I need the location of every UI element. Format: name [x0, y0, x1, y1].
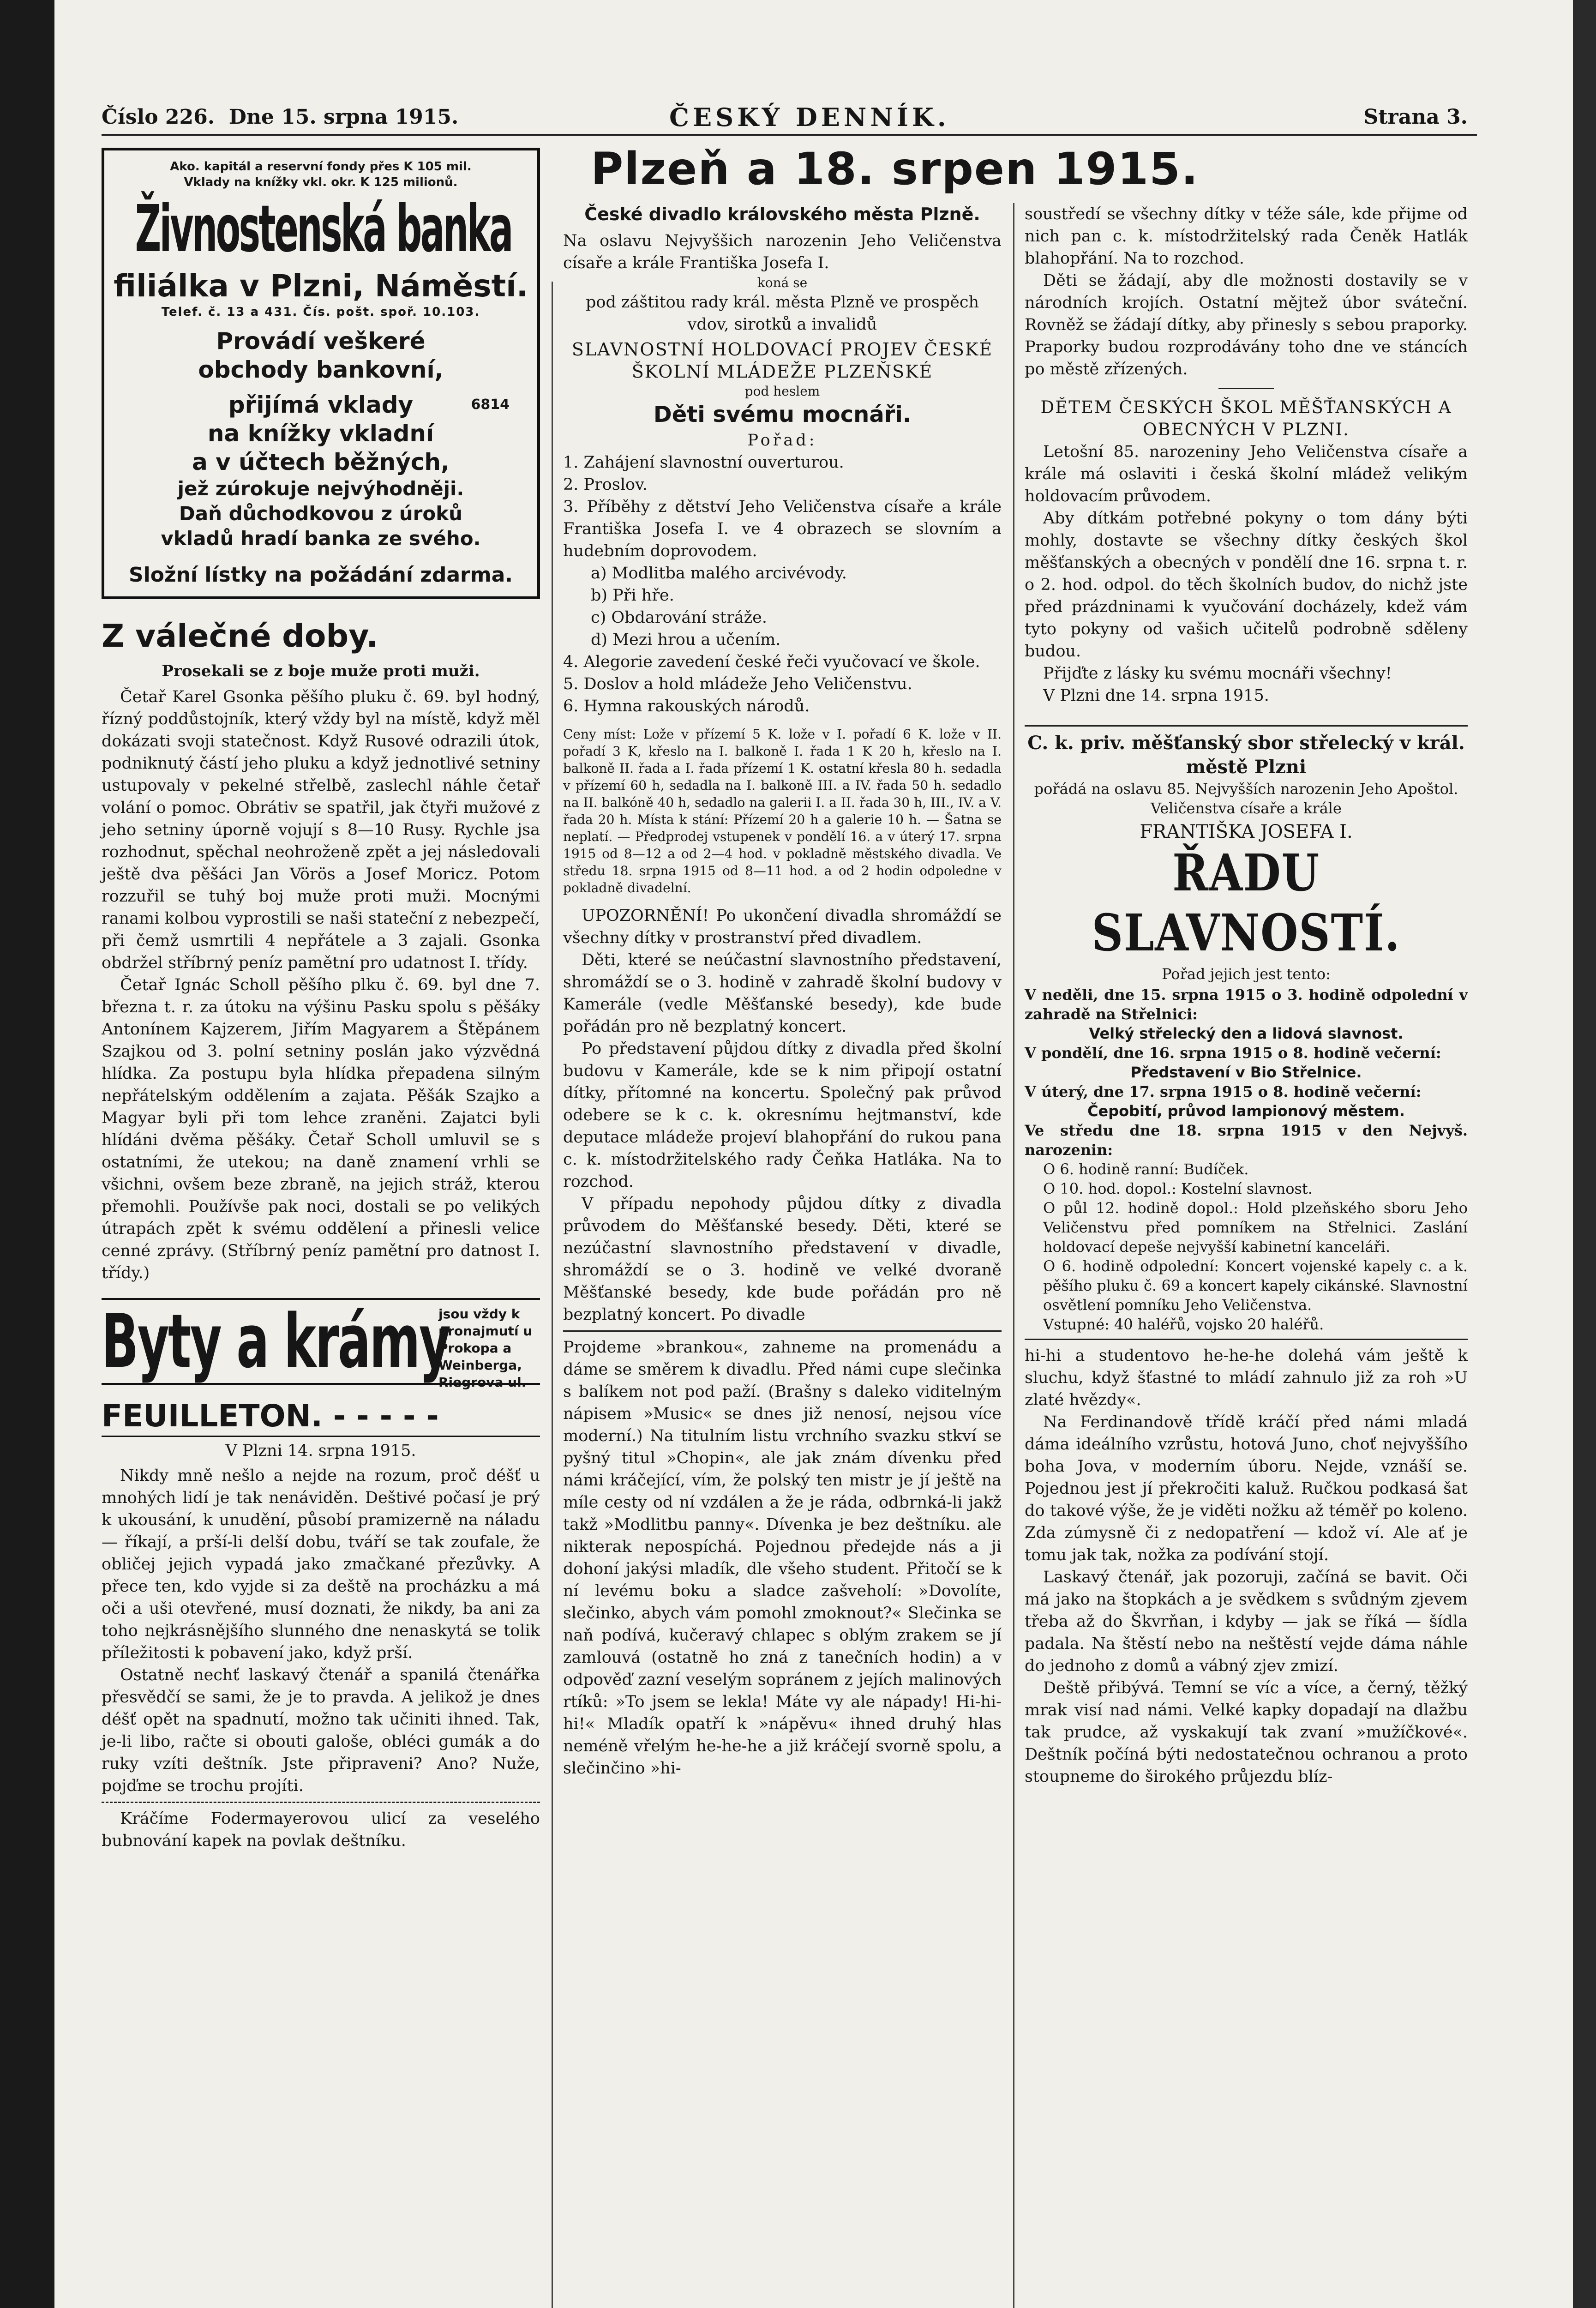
theatre-event: SLAVNOSTNÍ HOLDOVACÍ PROJEV ČESKÉ ŠKOLNÍ MLÁDEŽE PLZEŇSKÉ [571, 339, 993, 382]
article-paragraph: Děti se žádají, aby dle možnosti dostavily se v národních krojích. Ostatní mějtež úbor sváteční. Rovněž se žádají dítky, aby přinesly s sebou praporky. Praporky budou rozprodávány toho dne ve stáncích po městě zřízených. [1025, 271, 1468, 379]
event-name: Čepobití, průvod lampionový městem. [1087, 1102, 1405, 1120]
article-paragraph: soustředí se všechny dítky v téže sále, kde přijme od nich pan c. k. místodržitelský rada Čeněk Hatlák blahopřání. Na to rozchod. [1025, 205, 1468, 268]
event-item: O 6. hodině ranní: Budíček. [1043, 1160, 1249, 1178]
article-paragraph: Po představení půjdou dítky z divadla před školní budovu v Kamerále, kde se k nim připojí ostatní dítky, přítomné na koncertu. Společný pak průvod odebere se k c. k. okresnímu hejtmanství, kde deputace mládeže projeví blahopřání do rukou pana c. k. místodržitelského rady Čeňka Hatláka. Na to rozchod. [563, 1040, 1002, 1191]
byty-headline: Byty a krámy [102, 1298, 450, 1384]
bank-deposits: Vklady na knížky vkl. okr. K 125 milionů. [184, 175, 458, 189]
war-subtitle: Prosekali se z boje muže proti muži. [162, 662, 480, 680]
event-name: Představení v Bio Střelnice. [1130, 1064, 1362, 1081]
bank-line: jež zúrokuje nejvýhodněji. [177, 477, 464, 500]
article-paragraph: Přijďte z lásky ku svému mocnáři všechny! [1043, 664, 1392, 683]
article-paragraph: Četař Karel Gsonka pěšího pluku č. 69. byl hodný, řízný poddůstojník, který vždy byl na místě, když měl dokázati svoji statečnost. Když Rusové odrazili útok, podniknutý částí jeho pluku a když jednotlivé setniny ustupovaly v pekelné střelbě, zaslechl náhle četař volání o pomoc. Obrátiv se spatřil, jak čtyři mužové z jeho setniny úporně vojují s 8—10 Rusy. Rychle jsa rozhodnut, spěchal neohroženě zpět a jej následovali ještě dva pěšáci Jan Vörös a Josef Moricz. Potom rozzuřil se tuhý boj muže proti muži. Mocnými ranami kolbou vyprostili se naši stateční z nebezpečí, při čemž usmrtili 4 nepřátele a 3 zajali. Gsonka obdržel stříbrný peníz pamětní pro udatnost I. třídy. [102, 688, 540, 972]
programme-item: 6. Hymna rakouských národů. [563, 697, 810, 715]
column-middle [563, 203, 1002, 1779]
issue-date: Číslo 226. Dne 15. srpna 1915. [102, 105, 459, 129]
notice-paragraph: UPOZORNĚNÍ! Po ukončení divadla shromáždí se všechny dítky v prostranství před divadlem. [563, 907, 1002, 947]
divider [1218, 388, 1274, 389]
corps-subheading: pořádá na oslavu 85. Nejvyšších narozenin Jeho Apoštol. Veličenstva císaře a krále [1034, 780, 1458, 817]
article-paragraph: V případu nepohody půjdou dítky z divadla průvodem do Měšťanské besedy. Děti, které se nezúčastní slavnostního představení v divadle, shromáždí se o 3. hodině ve velké dvoraně Měšťanské besedy, kde bude pořádán pro ně bezplatný koncert. Po divadle [563, 1195, 1002, 1324]
article-paragraph: V Plzni dne 14. srpna 1915. [1043, 686, 1269, 705]
programme-item: 3. Příběhy z dětství Jeho Veličenstva císaře a krále Františka Josefa I. ve 4 obrazech se slovním a hudebním doprovodem. [563, 498, 1002, 560]
article-paragraph: Četař Ignác Scholl pěšího plku č. 69. byl dne 7. března t. r. za útoku na výšinu Pasku spolu s pěšáky Antonínem Kajzerem, Jiřím Magyarem a Štěpánem Szajkou od 3. polní setniny poslán jako výzvědná hlídka. Za postupu byla hlídka přepadena silným nepřátelským oddělením a zajata. Pěšák Szajko a Magyar byli při tom lehce zraněni. Zajatci byli hlídáni dvěma pěšáky. Četař Scholl umluvil se s ostatními, že utekou; na daně znamení vrhli se všichni, ovšem beze zbraně, na jejich stráž, kterou přemohli. Používše pak noci, dostali se po velikých útrapách zpět k svému oddělení a přinesli velice cenné zprávy. (Stříbrný peníz pamětní pro datnost I. třídy.) [102, 976, 540, 1282]
main-headline: Plzeň a 18. srpen 1915. [591, 143, 1199, 195]
feuilleton-continuation: Na Ferdinandově třídě kráčí před námi mladá dáma ideálního vzrůstu, hotová Juno, choť nejvyššího boha Jova, v moderním úboru. Nejde, vznáší se. Pojednou jest jí překročiti kaluž. Ručkou podkasá šat do takové výše, že je viděti nožku až téměř po koleno. Zda zúmysně či z nedopatření — kdož ví. Ale ať je tomu jak tak, nožka za podívání stojí. [1025, 1413, 1468, 1564]
article-paragraph: Děti, které se neúčastní slavnostního představení, shromáždí se o 3. hodině v zahradě školní budovy v Kamerále (vedle Měšťanské besedy), kde bude pořádán pro ně bezplatný koncert. [563, 951, 1002, 1036]
scan-dark-edge-right [1573, 0, 1596, 2308]
theatre-heslem: pod heslem [744, 384, 820, 399]
programme-subitem: a) Modlitba malého arcivévody. [591, 564, 847, 583]
ad-code: 6814 [471, 397, 510, 413]
war-section-title: Z válečné doby. [102, 618, 378, 655]
programme-item: 2. Proslov. [563, 475, 648, 494]
programme-item: 4. Alegorie zavedení české řeči vyučovací ve škole. [563, 653, 980, 671]
article-paragraph: Nikdy mně nešlo a nejde na rozum, proč déšť u mnohých lidí je tak nenáviděn. Deštivé počasí je prý k ukousání, k unudění, působí pramizerně na náladu — říkají, a prší-li delší dobu, tváří se tak zoufale, že obličej jejich vypadá jako zmačkané přezůvky. A přece ten, kdo vyjde si za deště na procházku a má oči a uši otevřené, musí doznati, že nikdy, ba ani za toho nejkrásnějšího slunného dne nenaskytá se tolik příležitosti k pobavení jako, když prší. [102, 1467, 540, 1662]
column-rule [1013, 203, 1014, 2308]
event-time: V pondělí, dne 16. srpna 1915 o 8. hodině večerní: [1025, 1044, 1441, 1062]
event-list [1025, 985, 1468, 1334]
corps-heading: C. k. priv. měšťanský sbor střelecký v král. městě Plzni [1027, 732, 1465, 778]
programme-subitem: c) Obdarování stráže. [591, 608, 767, 627]
column-right [1025, 203, 1468, 1788]
ticket-prices: Ceny míst: Lože v přízemí 5 K. lože v I. pořadí 6 K. lože v II. pořadí 3 K, křeslo na I. balkoně I. řada 1 K 20 h, křeslo na I. balkoně II. řada a I. řada přízemí 1 K. ostatní křesla 80 h. sedadla v přízemí 60 h, sedadla na I. balkoně III. a IV. řada 50 h. sedadlo na II. balkóně 40 h, sedadlo na galerii I. a II. řada 30 h, III., IV. a V. řada 20 h. Místa k stání: Přízemí 20 h a galerie 10 h. — Šatna se neplatí. — Předprodej vstupenek v pondělí 16. a v úterý 17. srpna 1915 od 8—12 a od 2—4 hod. v pokladně městského divadla. Ve středu 18. srpna 1915 od 8—11 hod. a od 2 hodin odpoledne v pokladně divadelní. [563, 727, 1002, 896]
feuilleton-continuation: Deště přibývá. Temní se víc a více, a černý, těžký mrak visí nad námi. Velké kapky dopadají na dlažbu tak prudce, až vyskakují tak zvaní »mužíčkové«. Deštník počíná býti nedostatečnou ochranou a proto stoupneme do širokého průjezdu blíz- [1025, 1679, 1468, 1786]
event-item: O 6. hodině odpolední: Koncert vojenské kapely c. a k. pěšího pluku č. 69 a koncert kapely cikánské. Slavnostní osvětlení pomníku Jeho Veličenstva. [1043, 1257, 1468, 1314]
newspaper-title: ČESKÝ DENNÍK. [669, 102, 950, 132]
bank-line: a v účtech běžných, [192, 449, 450, 475]
column-rule [552, 282, 553, 2308]
divider [102, 1802, 540, 1803]
bank-name: Živnostenská banka [135, 192, 512, 267]
article-paragraph: Letošní 85. narozeniny Jeho Veličenstva císaře a krále má oslaviti i česká školní mládež velikým holdovacím průvodem. [1025, 443, 1468, 505]
event-time: V úterý, dne 17. srpna 1915 o 8. hodině večerní: [1025, 1083, 1422, 1100]
divider [563, 1330, 1002, 1332]
bank-phone: Telef. č. 13 a 431. Čís. pošt. spoř. 10.103. [161, 305, 480, 319]
event-item: O půl 12. hodině dopol.: Hold plzeňského sboru Jeho Veličenstvu před pomníkem na Střelnici. Zaslání holdovací depeše nejvyšší kabinetní kanceláři. [1043, 1199, 1468, 1256]
programme-list [563, 451, 1002, 717]
article-paragraph: Kráčíme Fodermayerovou ulicí za veselého bubnování kapek na povlak deštníku. [102, 1809, 540, 1850]
bank-line: Složní lístky na požádání zdarma. [128, 563, 513, 587]
feuilleton-continuation: hi-hi a studentovo he-he-he dolehá vám ještě k sluchu, když šťastné to mládí zahnulo již za roh »U zlaté hvězdy«. [1025, 1346, 1468, 1409]
series-title: ŘADU SLAVNOSTÍ. [1092, 843, 1401, 962]
bank-line: Daň důchodkovou z úroků [179, 502, 463, 525]
feuilleton-title: FEUILLETON. - - - - - [102, 1397, 540, 1437]
byty-advertisement [102, 1298, 540, 1390]
feuilleton-continuation: Projdeme »brankou«, zahneme na promenádu a dáme se směrem k divadlu. Před námi cupe slečinka s balíkem not pod paží. (Brašny s daleko viditelným nápisem »Music« se dnes již nenosí, nejsou více moderní.) Na titulním listu vrchního svazku stkví se pyšný titul »Chopin«, ale jak znám dívenku před námi kráčející, vím, že polský ten mistr je jí ještě na míle cesty od ní vzdálen a že je ráda, odbrnká-li jakž takž »Modlitbu panny«. Dívenka je bez deštníku. ale nikterak nepospíchá. Pojednou předejde nás a ji dohoní jakýsi mladík, dle všeho student. Přitočí se k ní levému boku a sladce zašveholí: »Dovolíte, slečinko, abych vám pomohl zmoknout?« Slečinka se naň podívá, kučeravý chlapec s oblým zrakem se jí zamlouvá (ostatně ho zná z tanečních hodin) a v odpověď zazní veselým sopránem z jejích malinových rtíků: »To jsem se lekla! Máte vy ale nápady! Hi-hi-hi!« Mladík opatří k »nápěvu« ihned druhý hlas neméně vřelým he-he-he a již kráčejí svorně spolu, a slečinčino »hi- [563, 1338, 1002, 1778]
bank-line: vkladů hradí banka ze svého. [161, 527, 481, 550]
theatre-intro: Na oslavu Nejvyššich narozenin Jeho Veličenstva císaře a krále Františka Josefa I. [563, 232, 1002, 272]
bank-advertisement [102, 148, 540, 599]
bank-capital: Ako. kapitál a reservní fondy přes K 105 mil. [170, 160, 472, 174]
bank-line: přijímá vklady 6814 [228, 391, 510, 418]
article-paragraph: Aby dítkám potřebné pokyny o tom dány býti mohly, dostavte se všechny dítky českých škol měšťanských a obecných v pondělí dne 16. srpna t. r. o 2. hod. odpol. do těch školních budov, do nichž jste před prázdninami k vyučování docházely, kdež vám tyto pokyny od vašich učitelů podrobně sděleny budou. [1025, 509, 1468, 661]
column-left [102, 148, 540, 1852]
feuilleton-dateline: V Plzni 14. srpna 1915. [225, 1442, 416, 1460]
programme-subitem: d) Mezi hrou a učením. [591, 631, 781, 649]
event-time: Ve středu dne 18. srpna 1915 v den Nejvyš. narozenin: [1025, 1122, 1468, 1159]
programme-item: 1. Zahájení slavnostní ouverturou. [563, 453, 844, 472]
programme-label: Pořad: [747, 431, 817, 450]
bank-line: na knížky vkladní [207, 420, 434, 447]
event-item: O 10. hod. dopol.: Kostelní slavnost. [1043, 1180, 1313, 1197]
bank-line: Provádí veškeré [216, 328, 426, 355]
event-item: Vstupné: 40 haléřů, vojsko 20 haléřů. [1043, 1316, 1324, 1333]
bank-line: obchody bankovní, [198, 356, 444, 383]
divider [1025, 725, 1468, 727]
theatre-motto: Děti svému mocnáři. [653, 402, 912, 427]
children-heading: DĚTEM ČESKÝCH ŠKOL MĚŠŤANSKÝCH A OBECNÝCH V PLZNI. [1040, 397, 1452, 439]
bank-branch: filiálka v Plzni, Náměstí. [114, 268, 528, 304]
theatre-kona: koná se [757, 275, 808, 290]
feuilleton-continuation: Laskavý čtenář, jak pozoruji, začíná se bavit. Oči má jako na štopkách a je svědkem s svůdným zjevem třeba až do Škvrňan, i kdyby — jak se říká — šídla padala. Na štěstí nebo na neštěstí vejde dáma náhle do jednoho z domů a vábný zjev zmizí. [1025, 1568, 1468, 1675]
king-name: FRANTIŠKA JOSEFA I. [1140, 821, 1353, 842]
divider [1025, 1339, 1468, 1340]
scan-dark-edge-left [0, 0, 54, 2308]
article-paragraph: Ostatně nechť laskavý čtenář a spanilá čtenářka přesvědčí se sami, že je to pravda. A jelikož je dnes déšť opět na spadnutí, možno tak učiniti ihned. Tak, je-li libo, račte si obouti galoše, obléci gumák a do ruky vzíti deštník. Jste připraveni? Ano? Nuže, pojďme se trochu projíti. [102, 1666, 540, 1795]
byty-details: jsou vždy k pronajmutí u Prokopa a Weinberga, Riegrova ul. [438, 1306, 533, 1390]
series-list-head: Pořad jejich jest tento: [1162, 965, 1331, 983]
page-number: Strana 3. [1363, 105, 1468, 129]
theatre-patronage: pod záštitou rady král. města Plzně ve prospěch vdov, sirotků a invalidů [585, 293, 979, 334]
event-time: V neděli, dne 15. srpna 1915 o 3. hodině odpolední v zahradě na Střelnici: [1025, 986, 1468, 1023]
theatre-heading: České divadlo královského města Plzně. [584, 204, 980, 224]
programme-item: 5. Doslov a hold mládeže Jeho Veličenstvu. [563, 675, 912, 693]
masthead [102, 97, 1477, 136]
event-name: Velký střelecký den a lidová slavnost. [1089, 1025, 1404, 1042]
programme-subitem: b) Při hře. [591, 586, 674, 605]
